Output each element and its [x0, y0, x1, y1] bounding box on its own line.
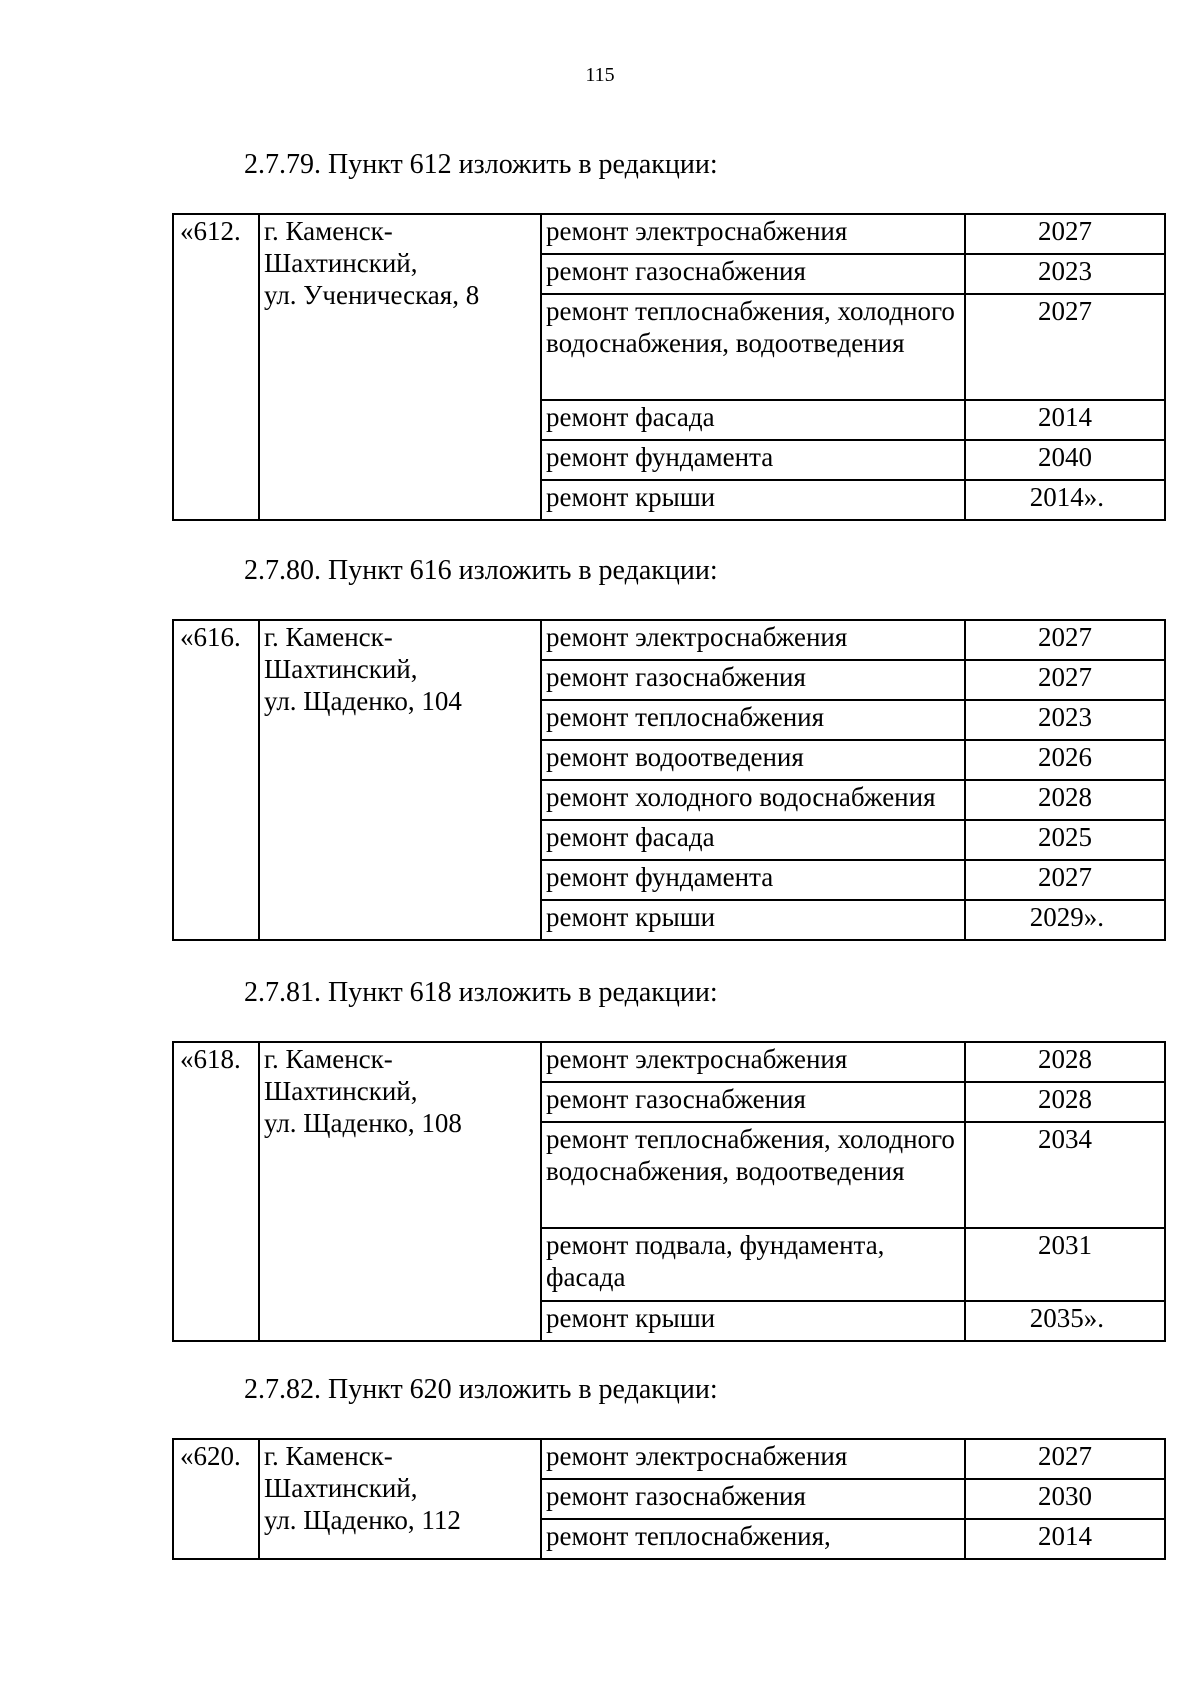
address-line: Шахтинский,: [264, 1473, 418, 1503]
address-line: Шахтинский,: [264, 654, 418, 684]
year-cell: 2029».: [965, 900, 1165, 940]
year-cell: 2027: [965, 1439, 1165, 1479]
work-type-cell: ремонт подвала, фундамента, фасада: [541, 1228, 965, 1301]
work-type-cell: ремонт теплоснабжения, холодного водоснабжения, водоотведения: [541, 1122, 965, 1228]
year-cell: 2028: [965, 1042, 1165, 1082]
works-table: [172, 213, 1166, 521]
section-heading: 2.7.80. Пункт 616 изложить в редакции:: [244, 555, 718, 586]
works-table: [172, 619, 1166, 941]
item-number: «616.: [173, 620, 259, 940]
work-type-cell: ремонт холодного водоснабжения: [541, 780, 965, 820]
works-table: [172, 1438, 1166, 1560]
work-type-cell: ремонт крыши: [541, 1301, 965, 1341]
work-type-cell: ремонт газоснабжения: [541, 660, 965, 700]
address-line: ул. Щаденко, 108: [264, 1108, 462, 1138]
work-type-cell: ремонт газоснабжения: [541, 254, 965, 294]
page-number: 115: [585, 64, 615, 86]
year-cell: 2028: [965, 1082, 1165, 1122]
year-cell: 2014: [965, 1519, 1165, 1559]
year-cell: 2031: [965, 1228, 1165, 1301]
address-cell: [259, 620, 541, 940]
work-type-cell: ремонт электроснабжения: [541, 1439, 965, 1479]
work-type-cell: ремонт теплоснабжения: [541, 700, 965, 740]
year-cell: 2026: [965, 740, 1165, 780]
work-type-cell: ремонт фасада: [541, 820, 965, 860]
work-type-cell: ремонт крыши: [541, 900, 965, 940]
work-type-cell: ремонт водоотведения: [541, 740, 965, 780]
section-heading: 2.7.82. Пункт 620 изложить в редакции:: [244, 1374, 718, 1405]
address-cell: [259, 1439, 541, 1559]
address-line: г. Каменск-: [264, 1044, 393, 1074]
address-cell: [259, 1042, 541, 1341]
item-number: «612.: [173, 214, 259, 520]
address-line: ул. Щаденко, 112: [264, 1505, 461, 1535]
year-cell: 2025: [965, 820, 1165, 860]
address-line: г. Каменск-: [264, 1441, 393, 1471]
address-line: г. Каменск-: [264, 216, 393, 246]
year-cell: 2027: [965, 860, 1165, 900]
year-cell: 2027: [965, 214, 1165, 254]
year-cell: 2023: [965, 700, 1165, 740]
work-type-cell: ремонт электроснабжения: [541, 620, 965, 660]
work-type-cell: ремонт фундамента: [541, 440, 965, 480]
work-type-cell: ремонт крыши: [541, 480, 965, 520]
year-cell: 2027: [965, 620, 1165, 660]
section-heading: 2.7.81. Пункт 618 изложить в редакции:: [244, 977, 718, 1008]
year-cell: 2030: [965, 1479, 1165, 1519]
year-cell: 2040: [965, 440, 1165, 480]
work-type-cell: ремонт газоснабжения: [541, 1082, 965, 1122]
year-cell: 2023: [965, 254, 1165, 294]
work-type-cell: ремонт теплоснабжения,: [541, 1519, 965, 1559]
address-line: ул. Щаденко, 104: [264, 686, 462, 716]
year-cell: 2027: [965, 294, 1165, 400]
address-line: Шахтинский,: [264, 248, 418, 278]
year-cell: 2027: [965, 660, 1165, 700]
year-cell: 2034: [965, 1122, 1165, 1228]
work-type-cell: ремонт фасада: [541, 400, 965, 440]
year-cell: 2028: [965, 780, 1165, 820]
works-table: [172, 1041, 1166, 1342]
address-line: ул. Ученическая, 8: [264, 280, 480, 310]
work-type-cell: ремонт электроснабжения: [541, 214, 965, 254]
work-type-cell: ремонт теплоснабжения, холодного водоснабжения, водоотведения: [541, 294, 965, 400]
section-heading: 2.7.79. Пункт 612 изложить в редакции:: [244, 149, 718, 180]
item-number: «620.: [173, 1439, 259, 1559]
work-type-cell: ремонт фундамента: [541, 860, 965, 900]
year-cell: 2014: [965, 400, 1165, 440]
address-line: г. Каменск-: [264, 622, 393, 652]
work-type-cell: ремонт электроснабжения: [541, 1042, 965, 1082]
year-cell: 2035».: [965, 1301, 1165, 1341]
work-type-cell: ремонт газоснабжения: [541, 1479, 965, 1519]
address-line: Шахтинский,: [264, 1076, 418, 1106]
address-cell: [259, 214, 541, 520]
item-number: «618.: [173, 1042, 259, 1341]
year-cell: 2014».: [965, 480, 1165, 520]
